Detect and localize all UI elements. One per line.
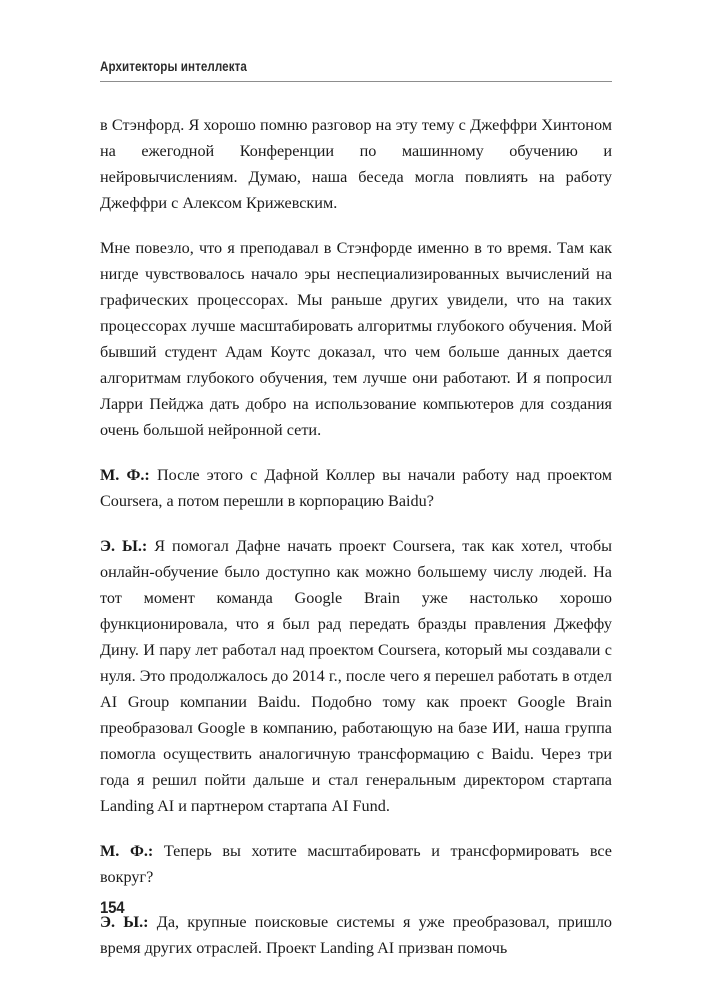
paragraph-question [100,838,612,890]
paragraph-body [100,235,612,443]
running-head [100,58,612,82]
body-text-column [100,112,612,980]
paragraph-text: Я помогал Дафне начать проект Coursera, так как хотел, чтобы онлайн-обучение было доступно как можно большему числу людей. На тот момент команда Google Brain уже настолько хорошо функционировала, что я был рад передать бразды правления Джеффу Дину. И пару лет работал над проектом Coursera, который мы создавали с нуля. Это продолжалось до 2014 г., после чего я перешел работать в отдел AI Group компании Baidu. Подобно тому как проект Google Brain преобразовал Google в компанию, работающую на базе ИИ, наша группа помогла осуществить аналогичную трансформацию с Baidu. Через три года я решил пойти дальше и стал генеральным директором стартапа Landing AI и партнером стартапа AI Fund. [100,537,613,815]
paragraph-answer [100,533,612,819]
page-number: 154 [100,898,125,917]
running-head-rule [100,81,612,82]
paragraph-question [100,462,612,514]
paragraph-text: Да, крупные поисковые системы я уже преобразовал, пришло время других отраслей. Проект Landing AI призван помочь [100,913,613,957]
paragraph-text: Мне повезло, что я преподавал в Стэнфорде именно в то время. Там как нигде чувствовалось начало эры неспециализированных вычислений на графических процессорах. Мы раньше других увидели, что на таких процессорах лучше масштабировать алгоритмы глубокого обучения. Мой бывший студент Адам Коутс доказал, что чем больше данных дается алгоритмам глубокого обучения, тем лучше они работают. И я попросил Ларри Пейджа дать добро на использование компьютеров для создания очень большой нейронной сети. [100,239,612,439]
paragraph-answer [100,909,612,961]
paragraph-text: в Стэнфорд. Я хорошо помню разговор на эту тему с Джеффри Хинтоном на ежегодной Конференции по машинному обучению и нейровычислениям. Думаю, наша беседа могла повлиять на работу Джеффри с Алексом Крижевским. [100,116,612,212]
speaker-label: Э. Ы.: [100,537,148,555]
speaker-label: Э. Ы.: [100,913,149,931]
speaker-label: М. Ф.: [100,466,150,484]
running-head-title: Архитекторы интеллекта [100,59,247,74]
speaker-label: М. Ф.: [100,842,154,860]
paragraph-body [100,112,612,216]
paragraph-text: Теперь вы хотите масштабировать и трансформировать все вокруг? [100,842,612,886]
paragraph-text: После этого с Дафной Коллер вы начали работу над проектом Coursera, а потом перешли в корпорацию Baidu? [100,466,613,510]
